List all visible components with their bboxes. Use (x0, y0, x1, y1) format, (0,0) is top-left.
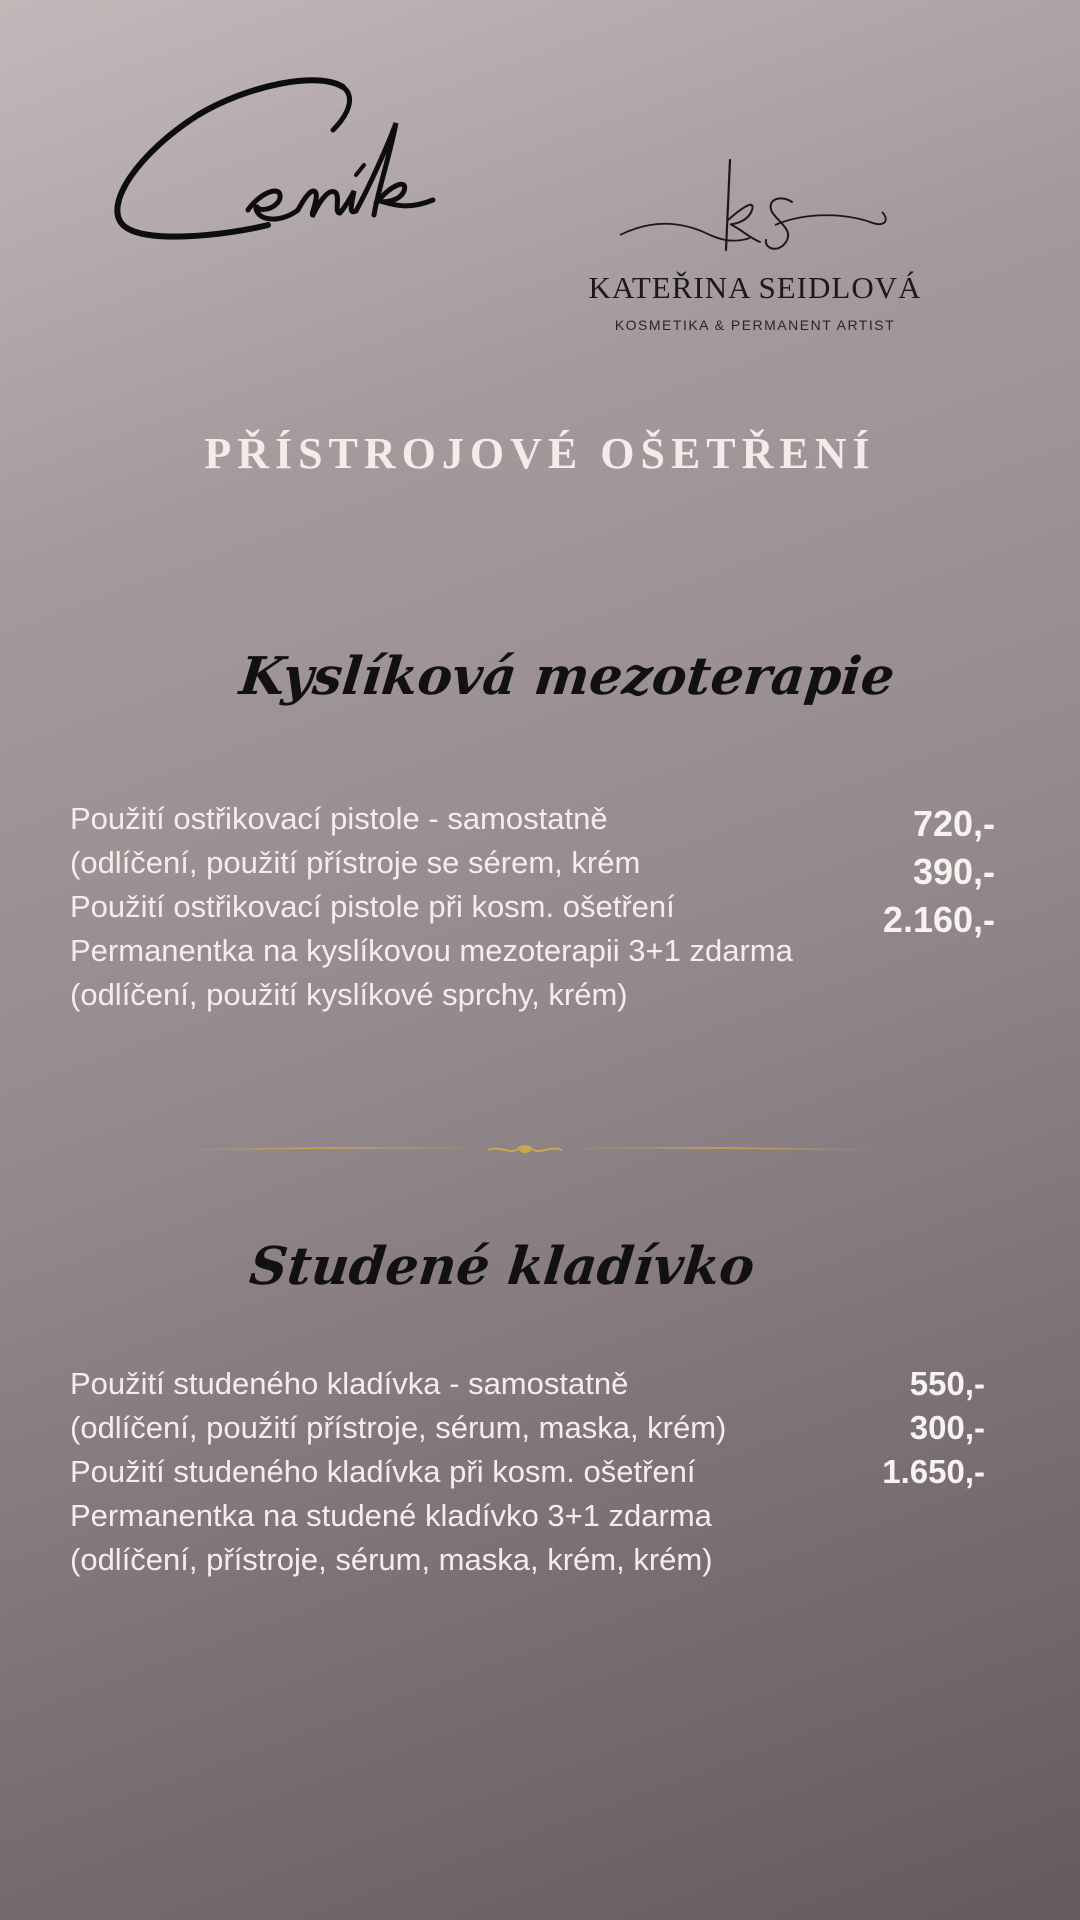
list-item: (odlíčení, použití přístroje se sérem, krém (70, 845, 641, 880)
list-item: (odlíčení, přístroje, sérum, maska, krém, krém) (70, 1542, 713, 1577)
ks-monogram-icon (560, 150, 950, 270)
price: 550,- (909, 1365, 985, 1402)
list-item: Permanentka na kyslíkovou mezoterapii 3+1 zdarma (70, 933, 793, 968)
price: 300,- (909, 1409, 985, 1446)
list-item: Použití ostřikovací pistole - samostatně (70, 801, 608, 836)
service-list-oxygen (70, 797, 793, 1017)
brand-logo (560, 150, 950, 340)
list-item: (odlíčení, použití kyslíkové sprchy, krém) (70, 977, 628, 1012)
cenik-script-title (108, 75, 448, 275)
price-list-oxygen (820, 800, 995, 944)
list-item: Permanentka na studené kladívko 3+1 zdarma (70, 1498, 712, 1533)
heading-studene-kladivko: Studené kladívko (246, 1236, 758, 1297)
list-item: Použití studeného kladívka - samostatně (70, 1366, 629, 1401)
price: 1.650,- (882, 1453, 985, 1490)
price: 390,- (912, 851, 995, 892)
heading-kyslikova-mezoterapie: Kyslíková mezoterapie (236, 646, 898, 707)
price: 720,- (912, 803, 995, 844)
service-list-cold-hammer (70, 1362, 726, 1582)
ornamental-divider-icon (170, 1135, 880, 1165)
list-item: Použití studeného kladívka při kosm. ošetření (70, 1454, 696, 1489)
list-item: (odlíčení, použití přístroje, sérum, maska, krém) (70, 1410, 727, 1445)
section-title: PŘÍSTROJOVÉ OŠETŘENÍ (204, 429, 876, 478)
brand-name: KATEŘINA SEIDLOVÁ (588, 270, 922, 305)
price: 2.160,- (882, 899, 995, 940)
price-list-cold-hammer (820, 1362, 985, 1494)
brand-subtitle: KOSMETIKA & PERMANENT ARTIST (614, 317, 896, 333)
list-item: Použití ostřikovací pistole při kosm. ošetření (70, 889, 675, 924)
